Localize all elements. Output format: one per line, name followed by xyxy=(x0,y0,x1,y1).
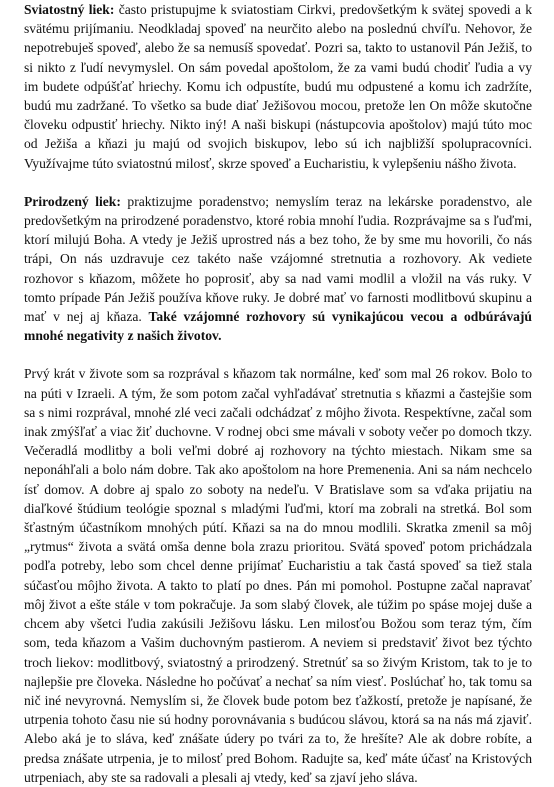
paragraph-osobny-pribeh xyxy=(24,364,532,786)
document-page xyxy=(24,0,532,787)
pribeh-body: Prvý krát v živote som sa rozprával s kňazom tak normálne, keď som mal 26 rokov. Bolo to na púti v Izraeli. A tým, že som potom začal vyhľadávať stretnutia s kňazmi a častejšie som sa s nimi rozprával, mnohé zlé veci začali odchádzať z môjho života. Respektívne, začal som inak zmýšľať a viac žiť duchovne. V rodnej obci sme mávali v soboty večer po domoch tkzy. Večeradlá modlitby a boli veľmi dobré aj rozhovory na týchto miestach. Nikam sme sa neponáhľali a bolo nám dobre. Tak ako apoštolom na hore Premenenia. Ani sa nám nechcelo ísť domov. A dobre aj spalo zo soboty na nedeľu. V Bratislave som sa vďaka prijatiu na diaľkové štúdium teológie spoznal s mladými ľuďmi, ktorí ma zobrali na stretká. Bol som šťastným účastníkom mnohých pútí. Kňazi sa na do mnou modlili. Skratka zmenil sa môj „rytmus“ života a svätá omša denne bola zrazu prioritou. Svätá spoveď potom prichádzala podľa potreby, lebo som chcel denne prijímať Eucharistiu a tak častá spoveď sa tiež stala súčasťou môjho života. A takto to platí po dnes. Pán mi pomohol. Postupne začal napravať môj život a ešte stále v tom pokračuje. Ja som slabý človek, ale túžim po spáse mojej duše a chcem aby všetci ľudia zakúsili Ježišovu lásku. Len milosťou Božou som teraz tým, čím som, teda kňazom a Vašim duchovným pastierom. A neviem si predstaviť život bez týchto troch liekov: modlitbový, sviatostný a prirodzený. Stretnúť sa so živým Kristom, tak to je to najlepšie pre človeka. Následne ho počúvať a nechať sa ním viesť. Poslúchať ho, tak tomu sa nič iné nevyrovná. Nemyslím si, že človek bude potom bez ťažkostí, pretože je napísané, že utrpenia tohoto času nie sú hodny porovnávania s budúcou slávou, ktorá sa na nás má zjaviť. Alebo aká je to sláva, keď znášate údery po tvári za to, že hrešíte? Ale ak dobre robíte, a predsa znášate utrpenia, je to milosť pred Bohom. Radujte sa, keď máte účasť na Kristových utrpeniach, aby ste sa radovali a plesali aj vtedy, keď sa zjaví jeho sláva. xyxy=(24,366,532,785)
paragraph-sviatostny-liek xyxy=(24,0,532,173)
paragraph-prirodzeny-liek xyxy=(24,192,532,346)
prirodzeny-heading: Prirodzený liek: xyxy=(24,193,121,209)
prirodzeny-body: praktizujme poradenstvo; nemyslím teraz na lekárske poradenstvo, ale predovšetkým na prirodzené poradenstvo, ktoré robia mnohí ľudia. Rozprávajme sa s ľuďmi, ktorí milujú Boha. A vtedy je Ježiš uprostred nás a bez toho, že by sme mu hovorili, čo nás trápi, On nás uzdravuje cez takéto naše vzájomné stretnutia a rozhovory. Ak vediete rozhovor s kňazom, môžete ho poprosiť, aby sa nad vami modlil a vložil na vás ruky. V tomto prípade Pán Ježiš používa kňove ruky. Je dobré mať vo farnosti modlitbovú skupinu a mať v nej aj kňaza. xyxy=(24,193,533,325)
sviatostny-heading: Sviatostný liek: xyxy=(24,2,115,17)
sviatostny-body: často pristupujme k sviatostiam Cirkvi, predovšetkým k svätej spovedi a k svätému prijímaniu. Neodkladaj spoveď na neurčito alebo na poslednú chvíľu. Nehovor, že nepotrebuješ spoveď, alebo že sa nemusíš spovedať. Pozri sa, takto to ustanovil Pán Ježiš, to si nikto z ľudí nevymyslel. On sám povedal apoštolom, že za vami budú chodiť ľudia a vy im budete odpúšťať hriechy. Komu ich odpustíte, budú mu odpustené a komu ich zadržíte, budú mu zadržané. To všetko sa bude diať Ježišovou mocou, pretože len On môže skutočne človeku odpustiť hriechy. Nikto iný! A naši biskupi (nástupcovia apoštolov) majú túto moc od Ježiša a kňazi ju majú od svojich biskupov, lebo sú ich najbližší spolupracovníci. Využívajme túto sviatostnú milosť, skrze spoveď a Eucharistiu, k vylepšeniu nášho života. xyxy=(24,2,532,171)
prirodzeny-emphasis: Také vzájomné rozhovory sú vynikajúcou vecou a odbúrávajú mnohé negativity z našich životov. xyxy=(24,309,532,344)
